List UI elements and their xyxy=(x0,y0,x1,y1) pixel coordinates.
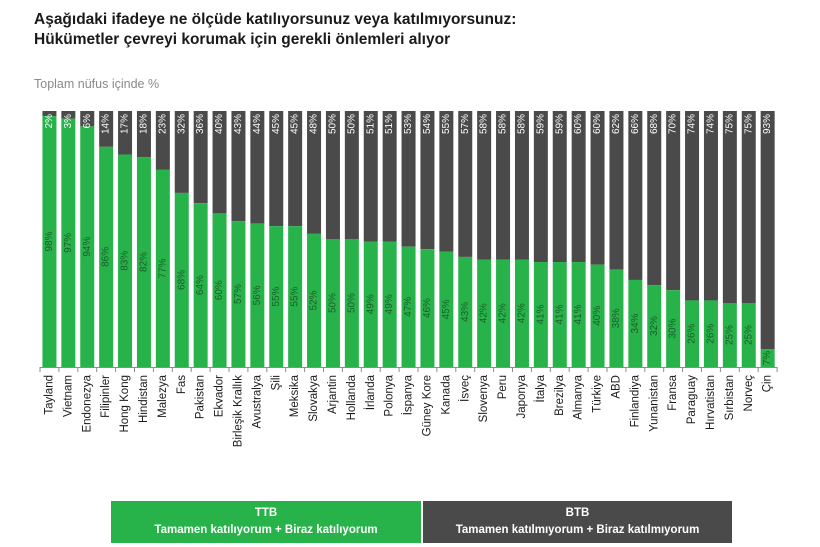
category-label-29: Türkiye xyxy=(591,375,604,413)
legend-btb-title: BTB xyxy=(565,507,590,519)
category-label-3: Filipinler xyxy=(100,375,113,418)
category-label-1: Vietnam xyxy=(62,375,75,417)
data-label-ttb-6: 77% xyxy=(157,258,169,279)
bar-btb-34 xyxy=(685,111,699,300)
data-label-btb-30: 62% xyxy=(610,114,622,135)
data-label-btb-8: 36% xyxy=(195,114,207,135)
category-label-38: Çin xyxy=(761,375,774,393)
data-label-ttb-18: 49% xyxy=(384,294,396,315)
category-label-10: Birleşik Krallık xyxy=(232,375,245,448)
data-label-ttb-32: 32% xyxy=(648,316,660,337)
category-label-5: Hindistan xyxy=(137,375,150,423)
category-label-37: Norveç xyxy=(742,375,755,412)
data-label-ttb-4: 83% xyxy=(119,250,131,271)
bar-btb-35 xyxy=(704,111,718,300)
data-label-ttb-36: 25% xyxy=(724,324,736,346)
data-label-ttb-24: 42% xyxy=(497,303,509,324)
data-label-ttb-10: 57% xyxy=(232,284,244,305)
category-label-16: Hollanda xyxy=(345,375,358,421)
data-label-btb-7: 32% xyxy=(176,114,188,135)
data-label-ttb-12: 55% xyxy=(270,286,282,307)
data-label-ttb-8: 64% xyxy=(195,275,207,296)
data-label-btb-31: 66% xyxy=(629,114,641,135)
data-label-btb-22: 57% xyxy=(459,114,471,135)
data-label-btb-33: 70% xyxy=(667,114,679,135)
data-label-btb-3: 14% xyxy=(100,114,112,135)
data-label-btb-10: 43% xyxy=(232,114,244,135)
data-label-btb-6: 23% xyxy=(157,114,169,135)
data-label-btb-27: 59% xyxy=(554,114,566,135)
data-label-btb-34: 74% xyxy=(686,114,698,135)
data-label-ttb-9: 60% xyxy=(214,280,226,301)
data-label-btb-1: 3% xyxy=(62,114,74,129)
bar-btb-37 xyxy=(742,111,756,303)
data-label-btb-11: 44% xyxy=(251,114,263,135)
data-label-ttb-0: 98% xyxy=(43,231,55,252)
category-label-14: Slovakya xyxy=(308,375,321,422)
category-label-2: Endonezya xyxy=(81,375,94,433)
category-label-0: Tayland xyxy=(43,375,56,415)
category-label-12: Şili xyxy=(270,375,283,391)
data-label-ttb-27: 41% xyxy=(554,304,566,325)
category-label-9: Ekvador xyxy=(213,375,226,418)
data-label-ttb-21: 45% xyxy=(440,299,452,320)
category-label-31: Finlandiya xyxy=(629,375,642,428)
data-label-btb-18: 51% xyxy=(384,114,396,135)
data-label-ttb-38: 7% xyxy=(762,350,774,366)
data-label-btb-16: 50% xyxy=(346,114,358,135)
category-label-22: İsveç xyxy=(459,375,472,402)
category-label-6: Malezya xyxy=(156,375,169,418)
data-label-btb-2: 6% xyxy=(81,114,93,129)
bar-btb-32 xyxy=(647,111,661,285)
legend-ttb-title: TTB xyxy=(254,507,278,519)
category-label-8: Pakistan xyxy=(194,375,207,420)
data-label-ttb-30: 38% xyxy=(610,308,622,329)
data-label-btb-13: 45% xyxy=(289,114,301,135)
chart-subtitle: Toplam nüfus içinde % xyxy=(34,77,160,91)
category-label-33: Fransa xyxy=(667,375,680,411)
bar-btb-38 xyxy=(761,111,775,349)
data-label-ttb-37: 25% xyxy=(743,324,755,346)
category-label-4: Hong Kong xyxy=(119,375,132,433)
data-label-ttb-17: 49% xyxy=(365,294,377,315)
data-label-ttb-15: 50% xyxy=(327,292,339,314)
category-label-13: Meksika xyxy=(289,375,302,418)
data-label-ttb-11: 56% xyxy=(251,285,263,306)
data-label-btb-29: 60% xyxy=(592,114,604,135)
bar-btb-36 xyxy=(723,111,737,303)
data-label-ttb-2: 94% xyxy=(81,236,93,257)
data-label-ttb-25: 42% xyxy=(516,303,528,324)
data-label-btb-20: 54% xyxy=(421,114,433,135)
data-label-btb-35: 74% xyxy=(705,114,717,135)
category-label-19: İspanya xyxy=(402,375,415,416)
data-label-btb-24: 58% xyxy=(497,114,509,135)
data-label-ttb-1: 97% xyxy=(62,232,74,253)
data-label-ttb-14: 52% xyxy=(308,290,320,311)
title-line-1: Aşağıdaki ifadeye ne ölçüde katılıyorsunuz veya katılmıyorsunuz: xyxy=(34,11,517,28)
data-label-ttb-33: 30% xyxy=(667,318,679,339)
data-label-ttb-20: 46% xyxy=(421,298,433,319)
data-label-ttb-22: 43% xyxy=(459,301,471,322)
data-label-btb-38: 93% xyxy=(762,114,774,135)
data-label-btb-32: 68% xyxy=(648,114,660,135)
data-label-ttb-3: 86% xyxy=(100,246,112,267)
data-label-ttb-5: 82% xyxy=(138,252,150,273)
category-label-15: Arjantin xyxy=(326,375,339,414)
data-label-ttb-26: 41% xyxy=(535,304,547,325)
data-label-ttb-7: 68% xyxy=(176,269,188,290)
category-label-20: Güney Kore xyxy=(421,375,434,437)
data-label-ttb-13: 55% xyxy=(289,286,301,307)
category-label-25: Japonya xyxy=(515,375,528,419)
category-label-7: Fas xyxy=(175,375,188,395)
category-label-30: ABD xyxy=(610,375,623,399)
data-label-btb-21: 55% xyxy=(440,114,452,135)
category-label-28: Almanya xyxy=(572,375,585,420)
data-label-btb-5: 18% xyxy=(138,114,150,135)
category-label-11: Avustralya xyxy=(251,375,264,429)
category-label-21: Kanada xyxy=(440,375,453,415)
data-label-btb-14: 48% xyxy=(308,114,320,135)
data-label-ttb-16: 50% xyxy=(346,292,358,314)
legend-ttb-desc: Tamamen katılıyorum + Biraz katılıyorum xyxy=(154,524,378,536)
data-label-ttb-19: 47% xyxy=(403,296,415,317)
legend-btb xyxy=(423,501,732,543)
category-label-18: Polonya xyxy=(383,375,396,417)
category-label-34: Paraguay xyxy=(686,375,699,425)
data-label-btb-28: 60% xyxy=(573,114,585,135)
data-label-ttb-28: 41% xyxy=(573,304,585,325)
data-label-btb-4: 17% xyxy=(119,114,131,135)
title-line-2: Hükümetler çevreyi korumak için gerekli önlemleri alıyor xyxy=(34,31,451,48)
data-label-ttb-31: 34% xyxy=(629,313,641,334)
data-label-btb-25: 58% xyxy=(516,114,528,135)
legend-ttb xyxy=(111,501,421,543)
data-label-btb-37: 75% xyxy=(743,114,755,135)
data-label-btb-26: 59% xyxy=(535,114,547,135)
data-label-btb-9: 40% xyxy=(214,114,226,135)
data-label-ttb-23: 42% xyxy=(478,303,490,324)
data-label-btb-19: 53% xyxy=(403,114,415,135)
category-label-24: Peru xyxy=(497,375,510,400)
category-label-32: Yunanistan xyxy=(648,375,661,432)
data-label-btb-23: 58% xyxy=(478,114,490,135)
category-label-23: Slovenya xyxy=(478,375,491,423)
category-label-36: Sırbistan xyxy=(723,375,736,421)
data-label-btb-36: 75% xyxy=(724,114,736,135)
legend-btb-desc: Tamamen katılmıyorum + Biraz katılmıyorum xyxy=(455,524,700,536)
category-label-17: İrlanda xyxy=(364,375,377,411)
data-label-ttb-34: 26% xyxy=(686,323,698,344)
data-label-ttb-29: 40% xyxy=(592,305,604,326)
category-label-26: İtalya xyxy=(534,375,547,403)
data-label-ttb-35: 26% xyxy=(705,323,717,344)
category-label-35: Hırvatistan xyxy=(704,375,717,430)
data-label-btb-12: 45% xyxy=(270,114,282,135)
bar-btb-33 xyxy=(666,111,680,290)
category-label-27: Brezilya xyxy=(553,375,566,416)
data-label-btb-17: 51% xyxy=(365,114,377,135)
data-label-btb-15: 50% xyxy=(327,114,339,135)
data-label-btb-0: 2% xyxy=(43,114,55,129)
bar-btb-31 xyxy=(628,111,642,280)
